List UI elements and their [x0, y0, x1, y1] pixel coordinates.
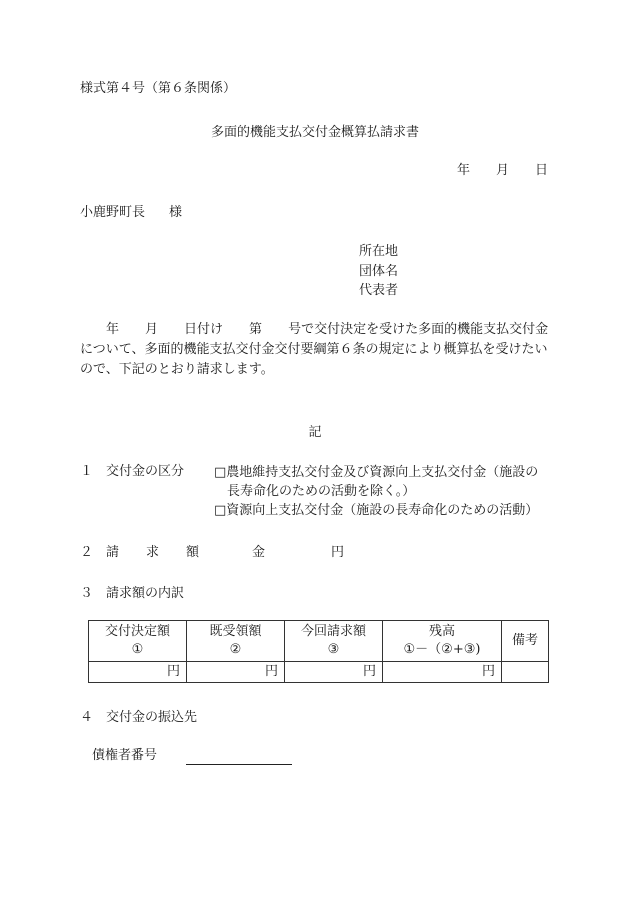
body-day: 日付け — [184, 322, 224, 337]
table-cell[interactable]: 円 — [187, 662, 285, 683]
section-3-label: 請求額の内訳 — [106, 586, 185, 601]
date-year: 年 — [457, 163, 471, 178]
document-title: 多面的機能支払交付金概算払請求書 — [210, 125, 419, 140]
applicant-representative-label: 代表者 — [359, 283, 399, 298]
addressee-honorific: 様 — [169, 205, 183, 220]
date-day: 日 — [535, 163, 549, 178]
form-number: 様式第４号（第６条関係） — [80, 81, 237, 96]
section-1-label: 交付金の区分 — [106, 464, 185, 479]
header-cell: 今回請求額 ③ — [285, 621, 383, 662]
table-cell[interactable] — [502, 662, 549, 683]
applicant-organization-label: 団体名 — [359, 263, 399, 279]
option-1-line2: 長寿命化のための活動を除く。） — [227, 484, 416, 499]
body-text: 号で交付決定を受けた多面的機能支払交付金について、多面的機能支払交付金交付要綱第６条の規定により概算払を受けたいので、下記のとおり請求します。 — [80, 322, 549, 377]
section-2-char-2: 求 — [146, 545, 160, 560]
breakdown-table — [88, 620, 549, 683]
section-3-heading — [80, 585, 184, 604]
section-4-number: ４ — [80, 710, 94, 725]
table-cell[interactable]: 円 — [285, 662, 383, 683]
body-month: 月 — [145, 322, 159, 337]
request-body-text — [80, 320, 555, 380]
table-header-row — [89, 621, 549, 662]
section-4-heading — [80, 709, 197, 728]
applicant-block — [359, 242, 398, 301]
header-cell: 残高 ①－（②+③) — [383, 621, 502, 662]
option-1-line1: □農地維持支払交付金及び資源向上支払交付金（施設の — [214, 465, 539, 480]
payee-number-label: 債権者番号 — [92, 748, 158, 763]
date-month: 月 — [496, 163, 510, 178]
table-cell[interactable]: 円 — [383, 662, 502, 683]
table-cell[interactable]: 円 — [89, 662, 187, 683]
section-2-char-1: 請 — [106, 545, 120, 560]
section-4-label: 交付金の振込先 — [106, 710, 198, 725]
body-dai: 第 — [249, 322, 263, 337]
section-2-unit: 円 — [331, 545, 345, 560]
ki-heading: 記 — [308, 425, 322, 440]
body-year: 年 — [106, 322, 120, 337]
section-3-number: ３ — [80, 586, 94, 601]
section-2-heading — [80, 544, 344, 563]
section-2-char-3: 額 — [186, 545, 200, 560]
table-row — [89, 662, 549, 683]
payee-number-field[interactable] — [186, 764, 292, 765]
section-1-number: １ — [80, 464, 94, 479]
section-1-options — [214, 463, 538, 520]
section-2-number: ２ — [80, 545, 94, 560]
applicant-address-label: 所在地 — [359, 244, 399, 259]
addressee — [80, 204, 182, 223]
section-1-heading — [80, 463, 214, 482]
section-2-char-4: 金 — [252, 545, 266, 560]
option-2-line1: □資源向上支払交付金（施設の長寿命化のための活動） — [214, 503, 539, 518]
header-cell: 既受領額 ② — [187, 621, 285, 662]
date-line — [457, 162, 548, 181]
header-cell: 交付決定額 ① — [89, 621, 187, 662]
header-cell: 備考 — [502, 621, 549, 662]
addressee-name: 小鹿野町長 — [80, 205, 146, 220]
